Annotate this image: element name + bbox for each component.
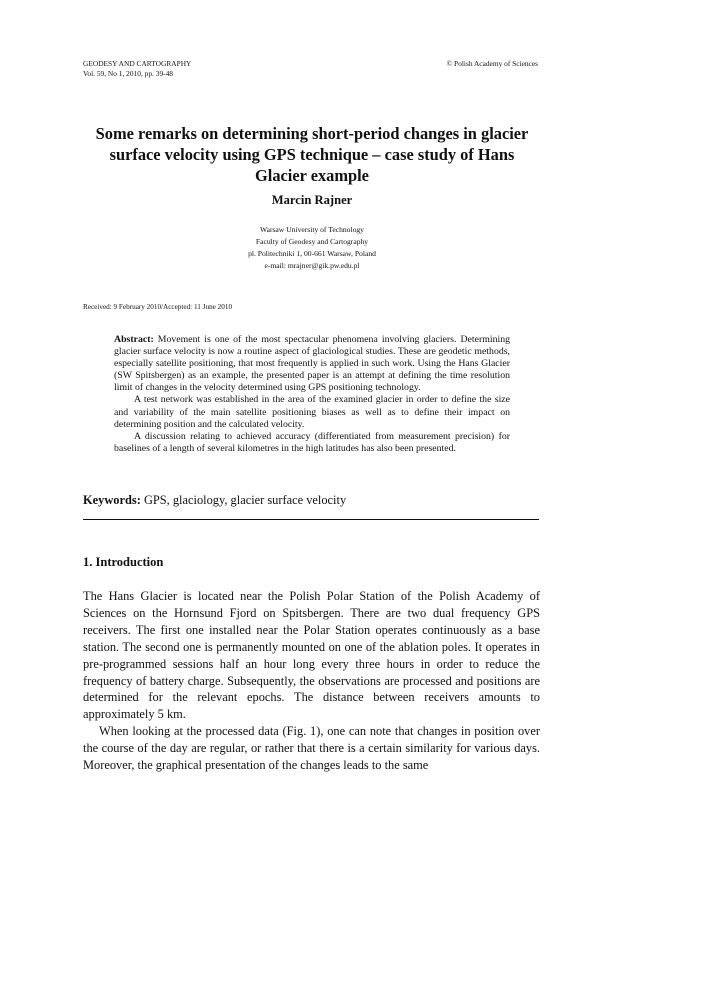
journal-name: GEODESY AND CARTOGRAPHY [83,59,192,68]
keywords [83,493,346,508]
affiliation-line: Warsaw University of Technology [260,225,364,234]
keywords-label: Keywords: [83,493,141,507]
affiliation-line: Faculty of Geodesy and Cartography [255,237,369,246]
affiliation-line: pl. Politechniki 1, 00-661 Warsaw, Poland [248,249,376,258]
abstract-paragraph: A test network was established in the area of the examined glacier in order to define the size and variability of the main satellite positioning biases as well as to define their impact on determining position and the calculated velocity. [114,394,510,430]
affiliation-email: e-mail: mrajner@gik.pw.edu.pl [264,261,360,270]
abstract-label: Abstract: [114,334,154,345]
section-heading: 1. Introduction [83,555,164,569]
keywords-text: GPS, glaciology, glacier surface velocity [143,493,347,507]
author-name: Marcin Rajner [271,193,353,207]
divider [83,519,539,520]
received-date: Received: 9 February 2010/Accepted: 11 June 2010 [83,303,233,311]
body-paragraph: When looking at the processed data (Fig. 1), one can note that changes in position over the course of the day are regular, or rather that there is a certain similarity for various days. Moreover, the graphical presentation of the changes leads to the same [83,724,540,773]
affiliation-block [83,224,541,272]
body-text [83,588,540,774]
body-paragraph: The Hans Glacier is located near the Polish Polar Station of the Polish Academy of Sciences on the Hornsund Fjord on Spitsbergen. There are two dual frequency GPS receivers. The first one installed near the Polar Station operates continuously as a base station. The second one is permanently mounted on one of the ablation poles. It operates in pre-programmed sessions half an hour long every three hours in order to reduce the frequency of battery charge. Subsequently, the observations are processed and positions are determined for the relevant epochs. The distance between receivers amounts to approximately 5 km. [83,589,540,722]
abstract-paragraph: A discussion relating to achieved accuracy (differentiated from measurement precision) for baselines of a length of several kilometres in the high latitudes has also been presented. [114,430,510,454]
abstract [114,334,510,455]
copyright-notice: © Polish Academy of Sciences [446,59,538,68]
paper-title: Some remarks on determining short-period changes in glacier surface velocity using GPS technique – case study of Hans Glacier example [95,124,529,185]
volume-info: Vol. 59, No 1, 2010, pp. 39-48 [83,69,173,78]
abstract-paragraph [114,334,510,394]
abstract-text: Movement is one of the most spectacular phenomena involving glaciers. Determining glacier surface velocity is now a routine aspect of glaciological studies. These are geodetic methods, especially satellite positioning, that most frequently is applied in such work. Using the Hans Glacier (SW Spitsbergen) as an example, the presented paper is an attempt at defining the time resolution limit of changes in the velocity determined using GPS positioning technology. [114,334,511,394]
